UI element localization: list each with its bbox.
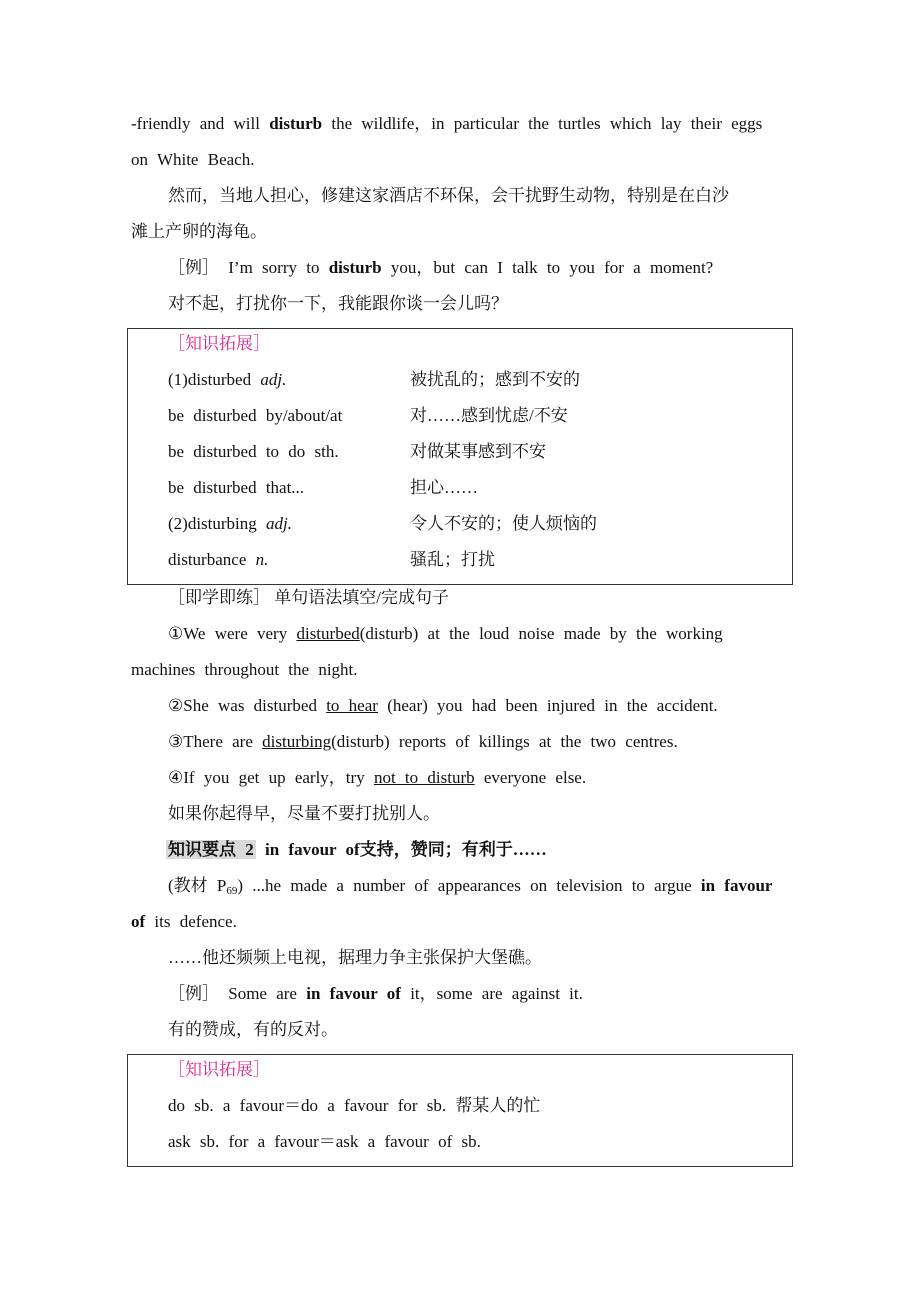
- box-row: be disturbed by/about/at: [168, 406, 343, 425]
- example-translation: 对不起，打扰你一下，我能跟你谈一会儿吗？: [168, 294, 508, 313]
- box-row-cn: 被扰乱的；感到不安的: [410, 370, 580, 389]
- answer: not to disturb: [373, 768, 475, 787]
- point-meaning: 支持，赞同；有利于……: [359, 840, 547, 859]
- box-row: (2)disturbing adj.: [168, 514, 293, 533]
- box-row: do sb. a favour＝do a favour for sb. 帮某人的忙: [168, 1096, 541, 1115]
- knowledge-box-2: [127, 1054, 793, 1167]
- textbook-quote: (教材 $P_{69}$) ...he made a number of appearances on television to argue in favour: [168, 876, 773, 897]
- point-phrase: in favour of: [265, 840, 360, 859]
- practice-instruction: 单句语法填空/完成句子: [274, 588, 449, 607]
- box-row: be disturbed to do sth.: [168, 442, 339, 461]
- box-row-cn: 担心……: [410, 478, 478, 497]
- text-line-cn: 然而，当地人担心，修建这家酒店不环保，会干扰野生动物，特别是在白沙: [168, 186, 729, 205]
- question-2: ②She was disturbed to hear (hear) you had been injured in the accident.: [168, 696, 718, 715]
- box-title: ［知识拓展］: [168, 334, 270, 353]
- knowledge-box-1: [127, 328, 793, 585]
- example-tag: ［例］: [168, 984, 219, 1003]
- box-row-cn: 对……感到忧虑/不安: [410, 406, 568, 425]
- keyword: in favour of: [306, 984, 401, 1003]
- question-1-cont: machines throughout the night.: [131, 660, 358, 679]
- text-line: on White Beach.: [131, 150, 255, 169]
- keyword: disturb: [269, 114, 323, 133]
- box-title: ［知识拓展］: [168, 1060, 270, 1079]
- box-row: be disturbed that...: [168, 478, 305, 497]
- textbook-translation: ……他还频频上电视，据理力争主张保护大堡礁。: [168, 948, 542, 967]
- box-row-cn: 令人不安的；使人烦恼的: [410, 514, 597, 533]
- box-row: ask sb. for a favour＝ask a favour of sb.: [168, 1132, 481, 1151]
- answer: disturbing: [262, 732, 332, 751]
- keyword: of: [131, 912, 146, 931]
- example-translation: 有的赞成，有的反对。: [168, 1020, 338, 1039]
- keyword: disturb: [328, 258, 382, 277]
- practice-tag: ［即学即练］: [168, 588, 270, 607]
- box-row: (1)disturbed adj.: [168, 370, 287, 389]
- example-line: ［例］ I’m sorry to disturb you，but can I talk to you for a moment?: [168, 258, 714, 277]
- practice-header: [168, 586, 449, 610]
- text-line-cn: 滩上产卵的海龟。: [131, 222, 267, 241]
- example-line: ［例］ Some are in favour of it，some are against it.: [168, 984, 583, 1003]
- answer: disturbed: [296, 624, 360, 643]
- example-tag: ［例］: [168, 258, 219, 277]
- answer: to hear: [326, 696, 378, 715]
- box-row: disturbance n.: [168, 550, 269, 569]
- keyword: in favour: [700, 876, 773, 895]
- question-1: ①We were very disturbed(disturb) at the loud noise made by the working: [168, 624, 723, 643]
- box-row-cn: 骚乱；打扰: [410, 550, 495, 569]
- question-4: ④If you get up early，try not to disturb everyone else.: [168, 768, 587, 787]
- text-line: -friendly and will disturb the wildlife，in particular the turtles which lay their eggs: [131, 114, 763, 133]
- point-label: 知识要点 2: [168, 840, 254, 859]
- point-2-heading: [166, 838, 547, 862]
- question-3: ③There are disturbing(disturb) reports of killings at the two centres.: [168, 732, 678, 751]
- textbook-quote-cont: of its defence.: [131, 912, 237, 931]
- box-row-cn: 对做某事感到不安: [410, 442, 546, 461]
- question-4-translation: 如果你起得早，尽量不要打扰别人。: [168, 804, 440, 823]
